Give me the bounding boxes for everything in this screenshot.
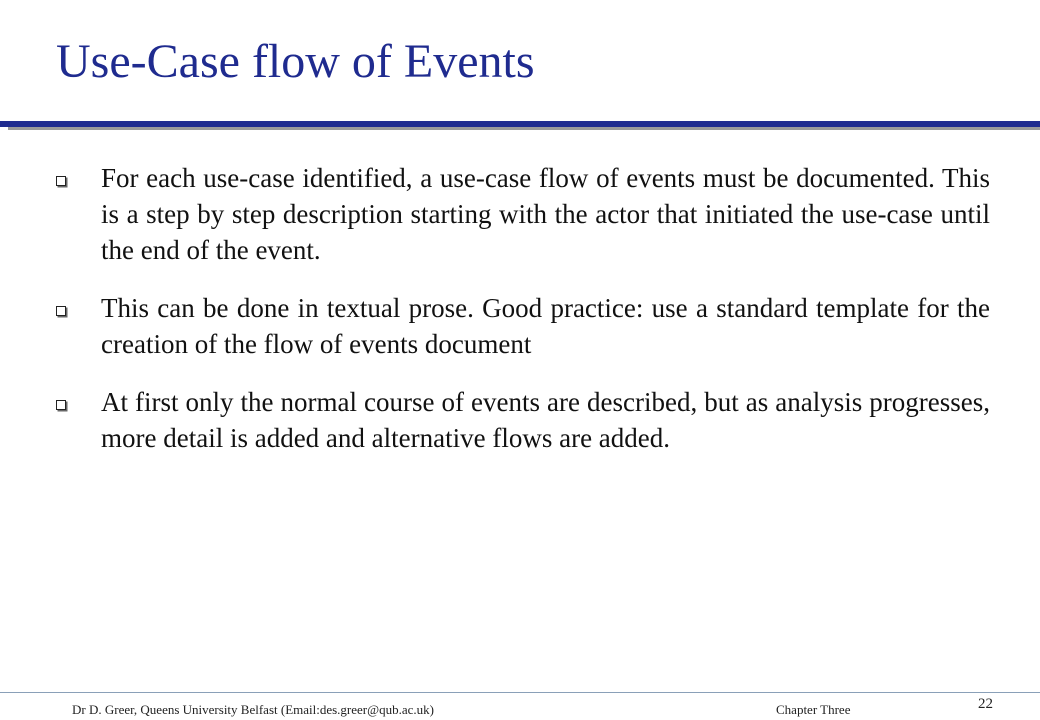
slide-title: Use-Case flow of Events	[56, 35, 535, 88]
title-rule	[0, 121, 1040, 127]
bullet-text: This can be done in textual prose. Good practice: use a standard template for the creation of the flow of events document	[101, 293, 990, 359]
bullet-item	[56, 160, 990, 268]
page-number: 22	[978, 696, 993, 712]
footer-author: Dr D. Greer, Queens University Belfast (Email:des.greer@qub.ac.uk)	[72, 702, 434, 717]
bullet-item	[56, 290, 990, 362]
bullet-text: For each use-case identified, a use-case flow of events must be documented. This is a step by step description starting with the actor that initiated the use-case until the end of the event.	[101, 163, 990, 265]
square-bullet-icon	[56, 176, 66, 186]
square-bullet-icon	[56, 306, 66, 316]
footer-divider	[0, 692, 1040, 693]
bullet-item	[56, 384, 990, 456]
footer-chapter: Chapter Three	[776, 702, 851, 717]
bullet-text: At first only the normal course of events are described, but as analysis progresses, more detail is added and alternative flows are added.	[101, 387, 990, 453]
bullet-list	[56, 160, 990, 478]
square-bullet-icon	[56, 400, 66, 410]
